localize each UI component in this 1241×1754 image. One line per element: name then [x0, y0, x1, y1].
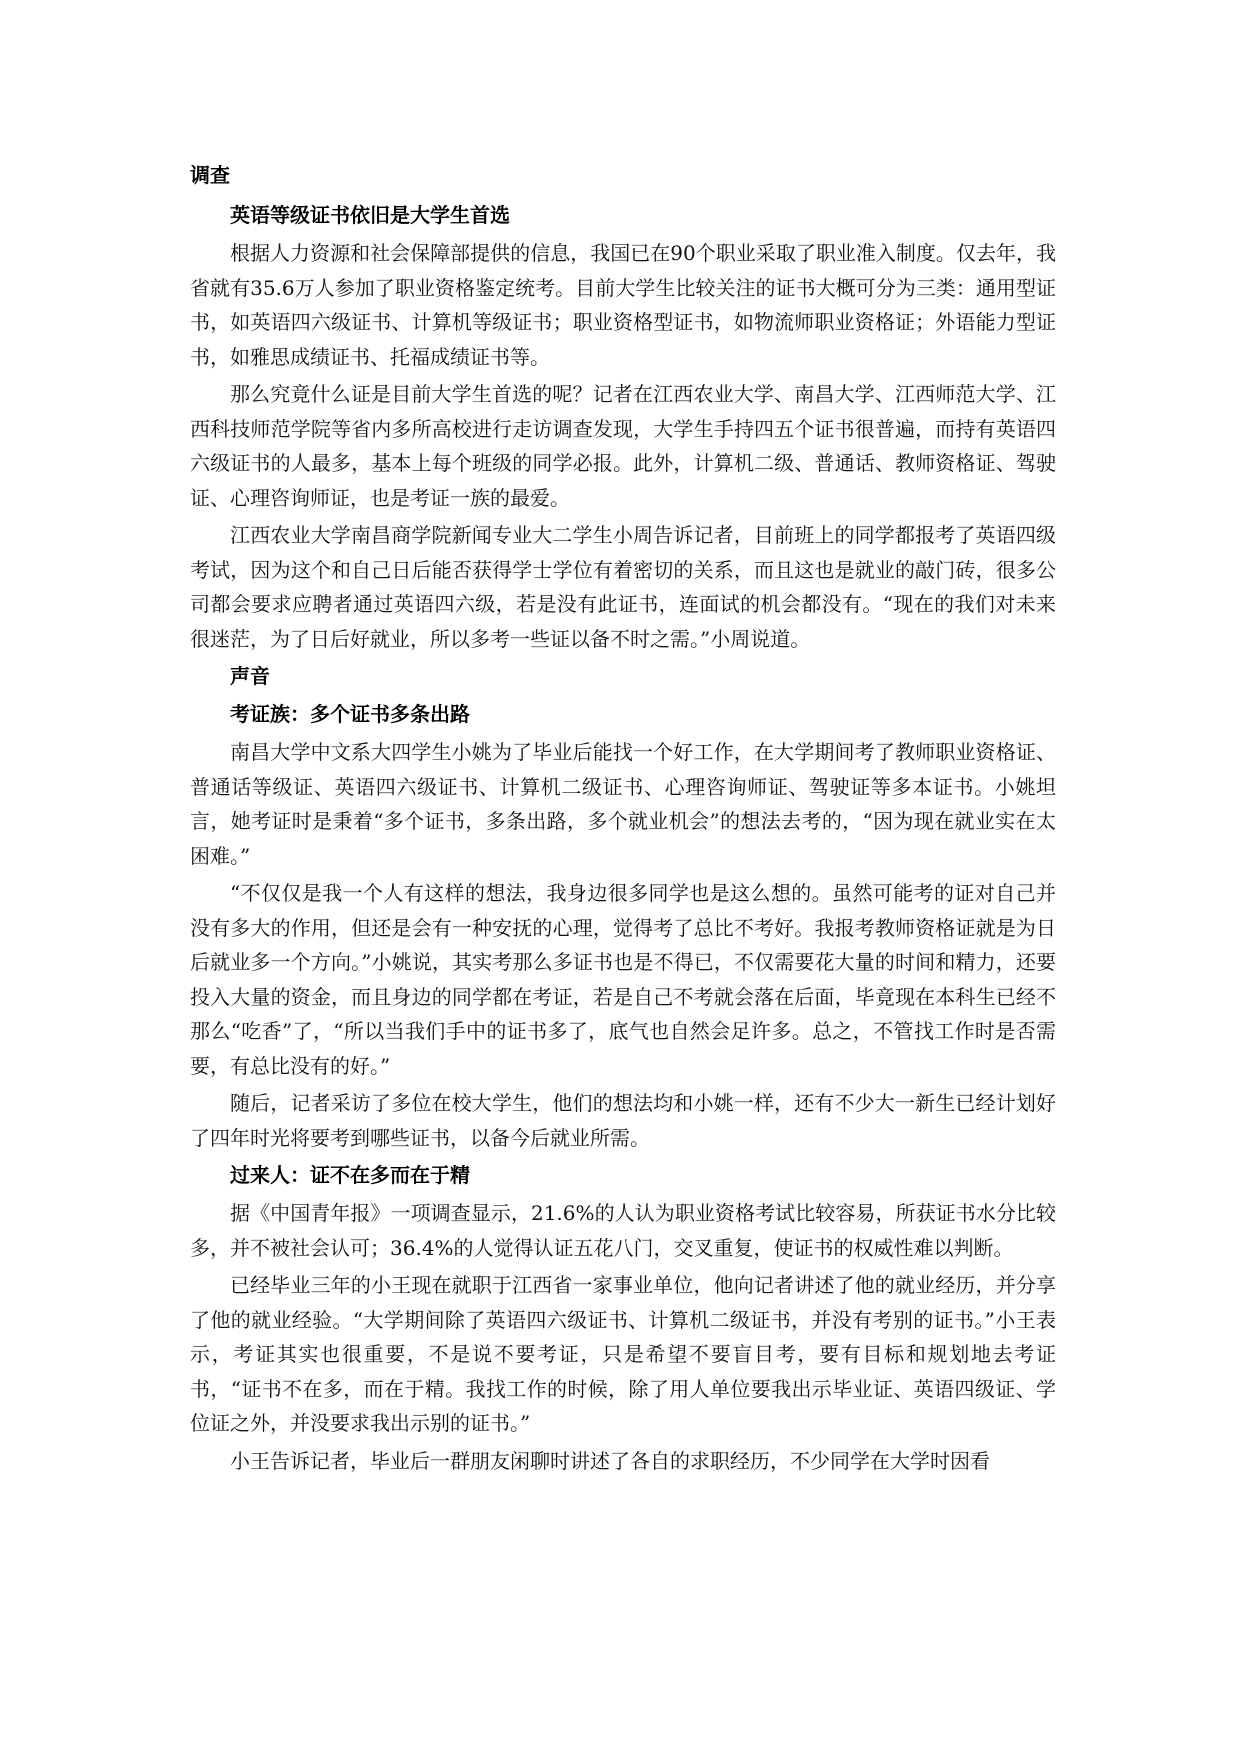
subheading-certificate-seekers: 考证族：多个证书多条出路: [230, 702, 470, 726]
paragraph: 江西农业大学南昌商学院新闻专业大二学生小周告诉记者，目前班上的同学都报考了英语四级考试，因为这个和自己日后能否获得学士学位有着密切的关系，而且这也是就业的敲门砖，很多公司都会要求应聘者通过英语四六级，若是没有此证书，连面试的机会都没有。“现在的我们对未来很迷茫，为了日后好就业，所以多考一些证以备不时之需。”小周说道。: [190, 523, 1056, 651]
paragraph: 南昌大学中文系大四学生小姚为了毕业后能找一个好工作，在大学期间考了教师职业资格证、普通话等级证、英语四六级证书、计算机二级证书、心理咨询师证、驾驶证等多本证书。小姚坦言，她考证时是秉着“多个证书，多条出路，多个就业机会”的想法去考的，“因为现在就业实在太困难。”: [190, 740, 1056, 868]
paragraph: 据《中国青年报》一项调查显示，21.6%的人认为职业资格考试比较容易，所获证书水分比较多，并不被社会认可；36.4%的人觉得认证五花八门，交叉重复，使证书的权威性难以判断。: [190, 1201, 1056, 1260]
article-page: [190, 158, 1056, 1481]
paragraph: “不仅仅是我一个人有这样的想法，我身边很多同学也是这么想的。虽然可能考的证对自己并没有多大的作用，但还是会有一种安抚的心理，觉得考了总比不考好。我报考教师资格证就是为日后就业多一个方向。”小姚说，其实考那么多证书也是不得已，不仅需要花大量的时间和精力，还要投入大量的资金，而且身边的同学都在考证，若是自己不考就会落在后面，毕竟现在本科生已经不那么“吃香”了，“所以当我们手中的证书多了，底气也自然会足许多。总之，不管找工作时是否需要，有总比没有的好。”: [190, 881, 1056, 1078]
paragraph: 根据人力资源和社会保障部提供的信息，我国已在90个职业采取了职业准入制度。仅去年，我省就有35.6万人参加了职业资格鉴定统考。目前大学生比较关注的证书大概可分为三类：通用型证书，如英语四六级证书、计算机等级证书；职业资格型证书，如物流师职业资格证；外语能力型证书，如雅思成绩证书、托福成绩证书等。: [190, 241, 1056, 369]
section-heading-survey: 调查: [190, 163, 230, 187]
subheading-veteran-view: 过来人：证不在多而在于精: [230, 1163, 470, 1187]
paragraph: 已经毕业三年的小王现在就职于江西省一家事业单位，他向记者讲述了他的就业经历，并分享了他的就业经验。“大学期间除了英语四六级证书、计算机二级证书，并没有考别的证书。”小王表示，考证其实也很重要，不是说不要考证，只是希望不要盲目考，要有目标和规划地去考证书，“证书不在多，而在于精。我找工作的时候，除了用人单位要我出示毕业证、英语四级证、学位证之外，并没要求我出示别的证书。”: [190, 1273, 1056, 1435]
paragraph: 小王告诉记者，毕业后一群朋友闲聊时讲述了各自的求职经历，不少同学在大学时因看: [230, 1448, 990, 1473]
section-heading-voice: 声音: [230, 664, 270, 688]
paragraph: 随后，记者采访了多位在校大学生，他们的想法均和小姚一样，还有不少大一新生已经计划好了四年时光将要考到哪些证书，以备今后就业所需。: [190, 1091, 1056, 1150]
paragraph: 那么究竟什么证是目前大学生首选的呢？记者在江西农业大学、南昌大学、江西师范大学、江西科技师范学院等省内多所高校进行走访调查发现，大学生手持四五个证书很普遍，而持有英语四六级证书的人最多，基本上每个班级的同学必报。此外，计算机二级、普通话、教师资格证、驾驶证、心理咨询师证，也是考证一族的最爱。: [190, 382, 1056, 510]
subheading-english-certificate: 英语等级证书依旧是大学生首选: [230, 203, 510, 227]
